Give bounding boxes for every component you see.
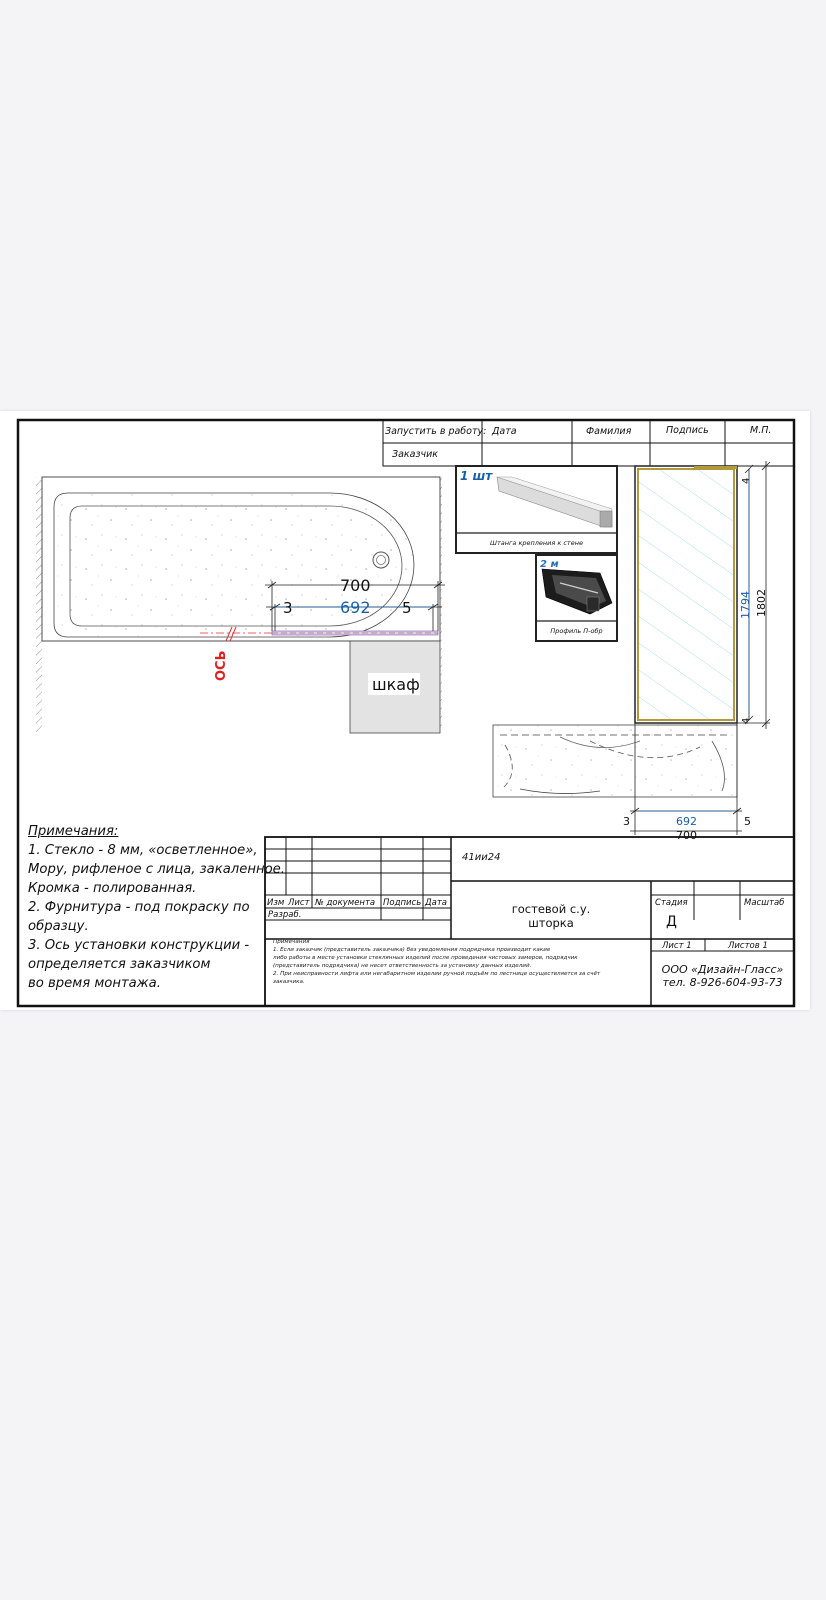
footnote-line: либо работы в месте установки стеклянных изделий после проведения чистовых замеров, подрядчик: [273, 954, 578, 961]
part-1-qty: 1 шт: [460, 469, 493, 483]
dim-left-gap-plan: 3: [283, 599, 293, 617]
dim-total-plan: 700: [340, 576, 371, 595]
note-line: во время монтажа.: [28, 976, 161, 991]
height-glass: 1794: [739, 591, 752, 619]
dim-glass-plan: 692: [340, 598, 371, 617]
order-number: 41ии24: [462, 852, 501, 863]
part-1-label: Штанга крепления к стене: [490, 539, 583, 547]
footnote-line: 2. При неисправности лифта или негабаритном изделии ручной подъём по лестнице осуществляется за счёт: [273, 970, 601, 977]
title-line-2: шторка: [528, 916, 574, 930]
col-signature: Подпись: [383, 898, 422, 908]
note-line: 2. Фурнитура - под покраску по: [28, 900, 250, 915]
sheets-label: Листов 1: [728, 941, 768, 951]
customer-label: Заказчик: [392, 449, 439, 460]
gap-bottom: 4: [741, 717, 752, 724]
title-line-1: гостевой с.у.: [511, 902, 591, 916]
part-2-label: Профиль П-обр: [550, 627, 603, 635]
notes-heading: Примечания:: [28, 824, 119, 839]
col-doc: № документа: [315, 898, 376, 908]
note-line: 1. Стекло - 8 мм, «осветленное»,: [28, 843, 258, 858]
col-date: Дата: [425, 898, 448, 908]
footnote-heading: Примечания: [273, 939, 310, 945]
footnote-line: (представитель подрядчика) не несет ответственность за установку данных изделий.: [273, 962, 532, 969]
stage-value: Д: [666, 914, 677, 930]
date-header: Дата: [492, 426, 517, 437]
plan-view: [36, 477, 445, 733]
note-line: Мору, рифленое с лица, закаленное.: [28, 862, 285, 877]
dim-total-elev: 700: [676, 829, 697, 842]
signature-header: Подпись: [666, 425, 709, 436]
drawing-sheet: [0, 411, 810, 1010]
launch-label: Запустить в работу:: [385, 426, 487, 437]
footnotes-block: [273, 939, 600, 986]
height-total: 1802: [755, 589, 768, 617]
part-2-qty: 2 м: [540, 559, 559, 570]
note-line: образцу.: [28, 919, 89, 934]
company-name: ООО «Дизайн-Гласс»: [661, 963, 784, 976]
notes-block: [28, 822, 285, 993]
footnote-line: заказчика.: [273, 978, 305, 985]
surname-header: Фамилия: [586, 426, 632, 437]
parts-images: [456, 466, 617, 641]
seal-header: М.П.: [750, 425, 772, 436]
dim-left-gap-elev: 3: [623, 815, 630, 828]
col-sheet: Лист: [288, 898, 310, 908]
gap-top: 4: [741, 477, 752, 484]
note-line: определяется заказчиком: [28, 957, 211, 972]
dim-glass-elev: 692: [676, 815, 697, 828]
dim-right-gap-elev: 5: [744, 815, 751, 828]
cabinet-label: шкаф: [372, 675, 420, 694]
developer-label: Разраб.: [268, 910, 302, 920]
company-phone: тел. 8-926-604-93-73: [662, 976, 783, 989]
col-change: Изм: [267, 898, 285, 908]
axis-label: ОСЬ: [214, 650, 229, 681]
note-line: 3. Ось установки конструкции -: [28, 938, 250, 953]
sheet-label: Лист 1: [662, 941, 692, 951]
dim-right-gap-plan: 5: [402, 599, 412, 617]
scale-label: Масштаб: [744, 898, 785, 908]
stage-label: Стадия: [655, 898, 688, 908]
footnote-line: 1. Если заказчик (представитель заказчика) без уведомления подрядчика производит какие: [273, 946, 551, 953]
note-line: Кромка - полированная.: [28, 881, 197, 896]
